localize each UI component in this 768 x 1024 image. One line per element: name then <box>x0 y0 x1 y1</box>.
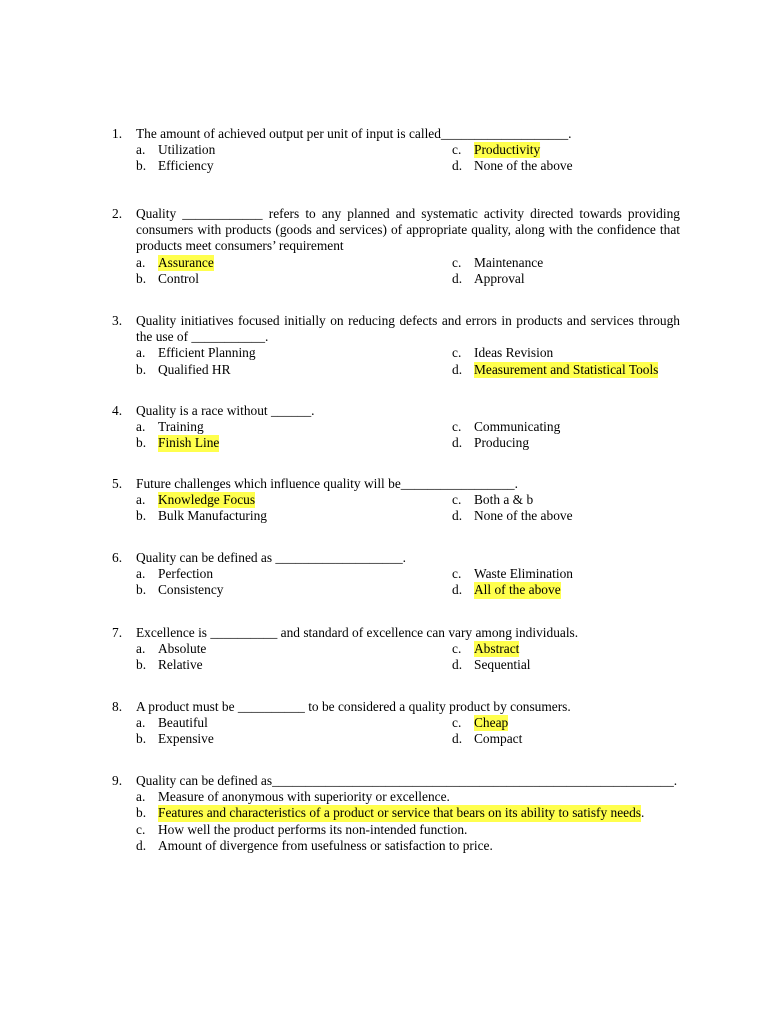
option-text: Approval <box>474 270 525 286</box>
option-b <box>136 362 452 378</box>
highlighted-answer: Abstract <box>474 641 520 657</box>
option-a <box>136 142 452 158</box>
option-d <box>452 435 680 451</box>
option-c <box>452 345 680 361</box>
options-list <box>136 419 680 451</box>
option-d <box>452 508 680 524</box>
option-text: Relative <box>158 657 203 673</box>
option-letter: d. <box>136 837 147 853</box>
option-d <box>452 158 680 174</box>
option-text: Control <box>158 270 199 286</box>
option-a <box>136 641 452 657</box>
option-letter: a. <box>136 254 146 270</box>
highlighted-answer: Knowledge Focus <box>158 492 256 508</box>
options-list <box>136 789 680 854</box>
option-text: Maintenance <box>474 254 544 270</box>
option-letter: d. <box>452 270 463 286</box>
option-letter: c. <box>136 821 146 837</box>
question-stem <box>112 403 680 419</box>
option-text: Consistency <box>158 582 224 598</box>
option-letter: a. <box>136 142 146 158</box>
option-letter: a. <box>136 641 146 657</box>
option-text: Efficiency <box>158 158 214 174</box>
option-letter: b. <box>136 657 147 673</box>
option-suffix: . <box>641 805 645 821</box>
option-b <box>136 657 452 673</box>
option-text: Both a & b <box>474 492 534 508</box>
option-letter: a. <box>136 789 146 805</box>
option-b <box>136 271 452 287</box>
option-a <box>136 345 452 361</box>
highlighted-answer: Finish Line <box>158 435 220 451</box>
option-d <box>452 657 680 673</box>
option-text: None of the above <box>474 158 573 174</box>
option-text: Communicating <box>474 419 561 435</box>
highlighted-answer: Productivity <box>474 142 541 158</box>
option-letter: d. <box>452 435 463 451</box>
option-letter: c. <box>452 492 462 508</box>
option-letter: d. <box>452 582 463 598</box>
option-d <box>452 271 680 287</box>
option-letter: b. <box>136 158 147 174</box>
option-text: Beautiful <box>158 715 208 731</box>
highlighted-answer: All of the above <box>474 582 561 598</box>
option-text: None of the above <box>474 508 573 524</box>
option-letter: b. <box>136 508 147 524</box>
question-text: Future challenges which influence quality will be_________________. <box>136 476 518 491</box>
option-letter: c. <box>452 345 462 361</box>
option-c <box>136 822 680 838</box>
question-text: Quality can be defined as____________________________________________________________. <box>136 773 678 788</box>
question-number: 7. <box>112 625 123 640</box>
option-letter: c. <box>452 641 462 657</box>
option-a <box>136 255 452 271</box>
highlighted-answer: Assurance <box>158 254 214 270</box>
option-d <box>452 582 680 598</box>
options-list <box>136 345 680 377</box>
option-letter: a. <box>136 492 146 508</box>
option-letter: d. <box>452 158 463 174</box>
question-6 <box>112 550 680 599</box>
options-list <box>136 142 680 174</box>
option-b <box>136 435 452 451</box>
question-8 <box>112 699 680 748</box>
option-text: Utilization <box>158 142 216 158</box>
option-letter: a. <box>136 419 146 435</box>
options-list <box>136 566 680 598</box>
question-number: 1. <box>112 126 123 141</box>
question-stem <box>112 206 680 255</box>
option-letter: b. <box>136 361 147 377</box>
question-number: 2. <box>112 206 123 221</box>
question-stem <box>112 476 680 492</box>
option-text: Qualified HR <box>158 361 231 377</box>
option-text: How well the product performs its non-intended function. <box>158 821 468 837</box>
option-letter: a. <box>136 566 146 582</box>
option-letter: c. <box>452 142 462 158</box>
question-7 <box>112 625 680 674</box>
question-text: Quality initiatives focused initially on reducing defects and errors in products and services through the use of ___________. <box>136 313 680 345</box>
option-letter: b. <box>136 582 147 598</box>
options-list <box>136 715 680 747</box>
question-4 <box>112 403 680 452</box>
option-c <box>452 715 680 731</box>
option-text: Training <box>158 419 204 435</box>
question-text: Quality is a race without ______. <box>136 403 315 418</box>
highlighted-answer: Measurement and Statistical Tools <box>474 361 659 377</box>
highlighted-answer: Cheap <box>474 715 509 731</box>
option-letter: b. <box>136 270 147 286</box>
question-number: 5. <box>112 476 123 491</box>
option-d <box>452 362 680 378</box>
option-letter: d. <box>452 508 463 524</box>
question-stem <box>112 699 680 715</box>
question-number: 3. <box>112 313 123 328</box>
option-letter: a. <box>136 715 146 731</box>
option-d <box>136 838 680 854</box>
option-text: Efficient Planning <box>158 345 256 361</box>
option-b <box>136 582 452 598</box>
options-list <box>136 255 680 287</box>
option-letter: d. <box>452 731 463 747</box>
question-2 <box>112 206 680 287</box>
option-a <box>136 789 680 805</box>
option-c <box>452 492 680 508</box>
option-text: Producing <box>474 435 530 451</box>
option-letter: b. <box>136 435 147 451</box>
question-stem <box>112 550 680 566</box>
question-stem <box>112 773 680 789</box>
options-list <box>136 492 680 524</box>
question-number: 8. <box>112 699 123 714</box>
option-letter: d. <box>452 657 463 673</box>
options-list <box>136 641 680 673</box>
question-text: Quality ____________ refers to any planned and systematic activity directed towards providing consumers with products (goods and services) of appropriate quality, along with the confidence that products meet consumers’ requirement <box>136 206 680 254</box>
option-c <box>452 419 680 435</box>
question-text: A product must be __________ to be considered a quality product by consumers. <box>136 699 571 714</box>
option-text: Ideas Revision <box>474 345 554 361</box>
question-stem <box>112 625 680 641</box>
option-letter: a. <box>136 345 146 361</box>
option-a <box>136 419 452 435</box>
question-number: 6. <box>112 550 123 565</box>
question-1 <box>112 126 680 175</box>
option-text: Compact <box>474 731 523 747</box>
option-a <box>136 492 452 508</box>
option-a <box>136 566 452 582</box>
option-b <box>136 508 452 524</box>
question-3 <box>112 313 680 378</box>
option-b <box>136 731 452 747</box>
question-stem <box>112 313 680 345</box>
option-letter: c. <box>452 566 462 582</box>
option-a <box>136 715 452 731</box>
option-b <box>136 805 680 821</box>
question-number: 4. <box>112 403 123 418</box>
question-5 <box>112 476 680 525</box>
question-text: The amount of achieved output per unit of input is called___________________. <box>136 126 572 141</box>
option-c <box>452 142 680 158</box>
option-letter: c. <box>452 715 462 731</box>
option-letter: d. <box>452 361 463 377</box>
option-text: Absolute <box>158 641 207 657</box>
highlighted-answer: Features and characteristics of a product or service that bears on its ability to satisfy needs <box>158 805 642 821</box>
option-c <box>452 641 680 657</box>
question-text: Excellence is __________ and standard of excellence can vary among individuals. <box>136 625 579 640</box>
option-letter: c. <box>452 254 462 270</box>
option-c <box>452 566 680 582</box>
option-letter: c. <box>452 419 462 435</box>
option-text: Waste Elimination <box>474 566 573 582</box>
option-d <box>452 731 680 747</box>
question-stem <box>112 126 680 142</box>
question-number: 9. <box>112 773 123 788</box>
option-c <box>452 255 680 271</box>
question-text: Quality can be defined as ___________________. <box>136 550 406 565</box>
option-b <box>136 158 452 174</box>
option-text: Measure of anonymous with superiority or excellence. <box>158 789 450 805</box>
option-text: Amount of divergence from usefulness or satisfaction to price. <box>158 837 493 853</box>
option-text: Bulk Manufacturing <box>158 508 267 524</box>
option-text: Expensive <box>158 731 214 747</box>
question-9 <box>112 773 680 854</box>
option-text: Perfection <box>158 566 214 582</box>
option-letter: b. <box>136 731 147 747</box>
option-letter: b. <box>136 805 147 821</box>
option-text: Sequential <box>474 657 531 673</box>
